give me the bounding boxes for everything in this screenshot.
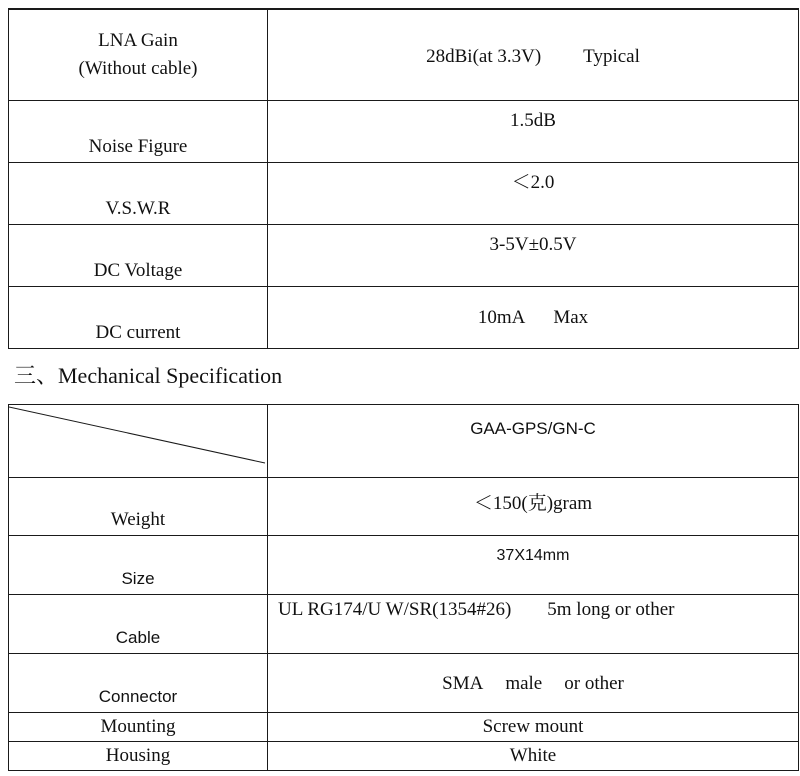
value-cell	[268, 478, 799, 536]
label-cell	[9, 654, 268, 713]
value-cell	[268, 9, 799, 101]
noise-figure-label: Noise Figure	[88, 136, 188, 157]
lna-gain-note: Typical	[583, 46, 640, 67]
table-row	[9, 9, 799, 101]
label-cell	[9, 287, 268, 349]
label-cell	[9, 9, 268, 101]
value-cell	[268, 595, 799, 654]
table-row	[9, 595, 799, 654]
section-title: 三、Mechanical Specification	[14, 363, 283, 388]
label-cell	[9, 713, 268, 742]
label-cell	[9, 163, 268, 225]
dc-current-label: DC current	[95, 322, 181, 343]
table-row	[9, 163, 799, 225]
diagonal-line	[9, 405, 268, 477]
dc-voltage-value: 3-5V±0.5V	[489, 234, 577, 255]
table-row	[9, 536, 799, 595]
mechanical-spec-table	[8, 404, 799, 771]
size-value: 37X14mm	[496, 547, 570, 564]
value-cell	[268, 101, 799, 163]
weight-value: ＜150(克)gram	[473, 493, 593, 514]
dc-current-note: Max	[553, 307, 589, 328]
value-cell	[268, 742, 799, 771]
table-row	[9, 742, 799, 771]
table-row	[9, 405, 799, 478]
value-cell	[268, 713, 799, 742]
label-cell	[9, 742, 268, 771]
housing-label: Housing	[105, 745, 171, 766]
value-cell	[268, 405, 799, 478]
label-cell	[9, 536, 268, 595]
label-cell	[9, 225, 268, 287]
lna-gain-label: LNA Gain	[98, 30, 178, 51]
mounting-value: Screw mount	[482, 716, 584, 737]
mounting-label: Mounting	[100, 716, 176, 737]
table-row	[9, 713, 799, 742]
cable-label: Cable	[115, 628, 161, 647]
weight-label: Weight	[110, 509, 166, 530]
label-cell	[9, 101, 268, 163]
cable-note: 5m long or other	[547, 599, 675, 620]
connector-note: or other	[564, 673, 624, 694]
table-row	[9, 654, 799, 713]
dc-current-value: 10mA	[477, 307, 526, 328]
lna-gain-sublabel: (Without cable)	[78, 58, 198, 79]
table-row	[9, 101, 799, 163]
lna-gain-value: 28dBi(at 3.3V)	[426, 46, 542, 67]
table-row	[9, 478, 799, 536]
value-cell	[268, 287, 799, 349]
vswr-label: V.S.W.R	[105, 198, 171, 219]
cable-value: UL RG174/U W/SR(1354#26)	[278, 599, 512, 620]
size-label: Size	[121, 569, 155, 588]
header-corner-cell	[9, 405, 268, 478]
connector-type: SMA	[442, 673, 484, 694]
value-cell	[268, 163, 799, 225]
housing-value: White	[509, 745, 557, 766]
value-cell	[268, 536, 799, 595]
label-cell	[9, 478, 268, 536]
electrical-spec-table	[8, 8, 799, 349]
label-cell	[9, 595, 268, 654]
noise-figure-value: 1.5dB	[510, 110, 556, 131]
value-cell	[268, 654, 799, 713]
model-name: GAA-GPS/GN-C	[470, 419, 596, 438]
connector-label: Connector	[98, 687, 178, 706]
dc-voltage-label: DC Voltage	[93, 260, 183, 281]
vswr-value: ＜2.0	[511, 172, 555, 193]
connector-gender: male	[505, 673, 543, 694]
table-row	[9, 225, 799, 287]
value-cell	[268, 225, 799, 287]
table-row	[9, 287, 799, 349]
